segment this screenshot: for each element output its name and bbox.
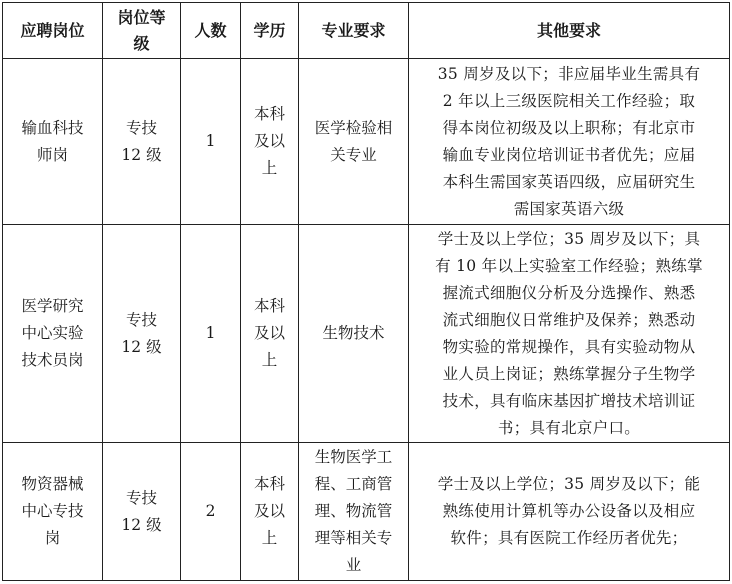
header-grade: 岗位等 级 — [103, 3, 181, 59]
header-education: 学历 — [241, 3, 299, 59]
cell-other: 学士及以上学位；35 周岁及以下；能 熟练使用计算机等办公设备以及相应 软件；具有医院工作经历者优先； — [409, 443, 730, 581]
table-row — [3, 443, 730, 581]
cell-grade: 专技 12 级 — [103, 59, 181, 225]
table-row — [3, 225, 730, 443]
header-position: 应聘岗位 — [3, 3, 103, 59]
cell-count: 1 — [181, 59, 241, 225]
cell-position: 医学研究 中心实验 技术员岗 — [3, 225, 103, 443]
cell-education: 本科 及以 上 — [241, 225, 299, 443]
cell-grade: 专技 12 级 — [103, 443, 181, 581]
cell-position: 输血科技 师岗 — [3, 59, 103, 225]
cell-other: 学士及以上学位；35 周岁及以下；具 有 10 年以上实验室工作经验；熟练掌 握流式细胞仪分析及分选操作、熟悉 流式细胞仪日常维护及保养；熟悉动 物实验的常规操作，具有实验动物从 业人员上岗证；熟练掌握分子生物学 技术，具有临床基因扩增技术培训证 书；具有北京户口。 — [409, 225, 730, 443]
cell-other: 35 周岁及以下；非应届毕业生需具有 2 年以上三级医院相关工作经验；取 得本岗位初级及以上职称；有北京市 输血专业岗位培训证书者优先；应届 本科生需国家英语四级，应届研究生 需国家英语六级 — [409, 59, 730, 225]
header-row — [3, 3, 730, 59]
header-count: 人数 — [181, 3, 241, 59]
recruitment-table — [2, 2, 730, 581]
header-major: 专业要求 — [299, 3, 409, 59]
cell-count: 1 — [181, 225, 241, 443]
cell-education: 本科 及以 上 — [241, 59, 299, 225]
cell-major: 医学检验相 关专业 — [299, 59, 409, 225]
cell-major: 生物技术 — [299, 225, 409, 443]
cell-count: 2 — [181, 443, 241, 581]
table-row — [3, 59, 730, 225]
header-other: 其他要求 — [409, 3, 730, 59]
cell-grade: 专技 12 级 — [103, 225, 181, 443]
cell-major: 生物医学工 程、工商管 理、物流管 理等相关专 业 — [299, 443, 409, 581]
cell-position: 物资器械 中心专技 岗 — [3, 443, 103, 581]
cell-education: 本科 及以 上 — [241, 443, 299, 581]
